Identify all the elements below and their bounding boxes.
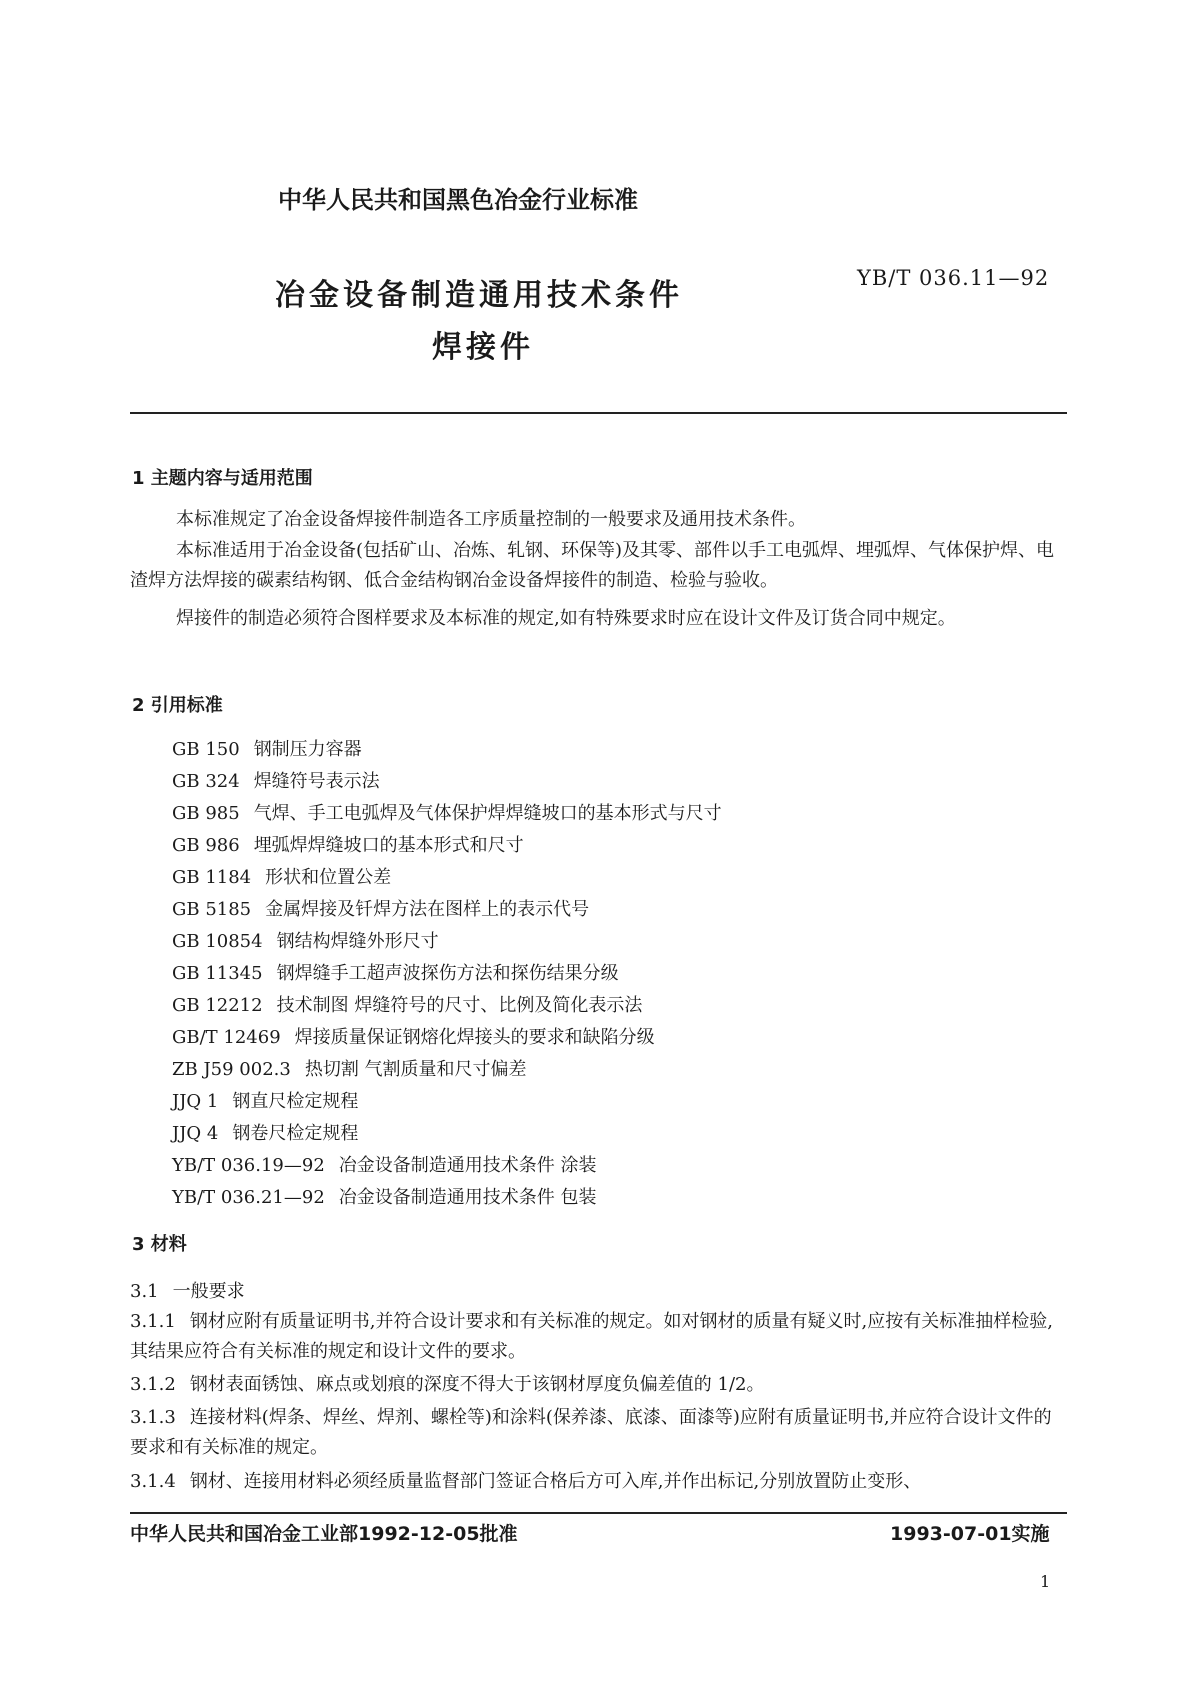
reference-item bbox=[172, 894, 722, 926]
reference-code: GB 986 bbox=[172, 835, 240, 856]
document-subtitle: 焊接件 bbox=[432, 330, 534, 365]
reference-code: YB/T 036.19—92 bbox=[172, 1155, 325, 1176]
approval-line: 中华人民共和国冶金工业部1992-12-05批准 bbox=[130, 1523, 518, 1545]
clause-number: 3.1 bbox=[130, 1281, 159, 1302]
effective-date: 1993-07-01实施 bbox=[890, 1523, 1050, 1545]
clause-text: 一般要求 bbox=[172, 1281, 245, 1302]
reference-title: 形状和位置公差 bbox=[265, 867, 392, 888]
reference-item bbox=[172, 1054, 722, 1086]
reference-title: 钢制压力容器 bbox=[253, 739, 362, 760]
reference-code: GB 12212 bbox=[172, 995, 263, 1016]
reference-code: GB 985 bbox=[172, 803, 240, 824]
reference-code: JJQ 1 bbox=[172, 1091, 219, 1112]
reference-title: 热切割 气割质量和尺寸偏差 bbox=[304, 1059, 527, 1080]
reference-item bbox=[172, 798, 722, 830]
clause-text: 连接材料(焊条、焊丝、焊剂、螺栓等)和涂料(保养漆、底漆、面漆等)应附有质量证明书,并应符合设计文件的要求和有关标准的规定。 bbox=[130, 1407, 1052, 1458]
clause-text: 钢材表面锈蚀、麻点或划痕的深度不得大于该钢材厚度负偏差值的 1/2。 bbox=[189, 1374, 765, 1395]
reference-code: YB/T 036.21—92 bbox=[172, 1187, 325, 1208]
document-title: 冶金设备制造通用技术条件 bbox=[275, 278, 683, 313]
reference-item bbox=[172, 1150, 722, 1182]
clause-number: 3.1.2 bbox=[130, 1374, 176, 1395]
section-1-paragraph: 本标准适用于冶金设备(包括矿山、冶炼、轧钢、环保等)及其零、部件以手工电弧焊、埋弧焊、气体保护焊、电渣焊方法焊接的碳素结构钢、低合金结构钢冶金设备焊接件的制造、检验与验收。 bbox=[130, 540, 1055, 591]
reference-code: GB 324 bbox=[172, 771, 240, 792]
section-2-heading: 2 引用标准 bbox=[132, 695, 223, 716]
reference-title: 钢直尺检定规程 bbox=[232, 1091, 359, 1112]
reference-item bbox=[172, 958, 722, 990]
reference-code: GB 1184 bbox=[172, 867, 252, 888]
standard-code: YB/T 036.11—92 bbox=[857, 266, 1050, 290]
reference-item bbox=[172, 990, 722, 1022]
reference-item bbox=[172, 1182, 722, 1214]
reference-item bbox=[172, 1118, 722, 1150]
clause-text: 钢材应附有质量证明书,并符合设计要求和有关标准的规定。如对钢材的质量有疑义时,应按有关标准抽样检验,其结果应符合有关标准的规定和设计文件的要求。 bbox=[130, 1311, 1053, 1362]
reference-code: GB 10854 bbox=[172, 931, 263, 952]
clause bbox=[130, 1307, 1068, 1367]
reference-item bbox=[172, 862, 722, 894]
reference-item bbox=[172, 1022, 722, 1054]
reference-code: GB/T 12469 bbox=[172, 1027, 281, 1048]
clause bbox=[130, 1277, 245, 1307]
reference-item bbox=[172, 766, 722, 798]
reference-title: 焊缝符号表示法 bbox=[253, 771, 380, 792]
reference-item bbox=[172, 830, 722, 862]
reference-title: 冶金设备制造通用技术条件 包装 bbox=[338, 1187, 597, 1208]
reference-title: 钢焊缝手工超声波探伤方法和探伤结果分级 bbox=[276, 963, 619, 984]
reference-item bbox=[172, 1086, 722, 1118]
clause-number: 3.1.1 bbox=[130, 1311, 176, 1332]
clause-number: 3.1.4 bbox=[130, 1471, 176, 1492]
clause bbox=[130, 1370, 765, 1400]
clause bbox=[130, 1467, 1068, 1497]
reference-code: ZB J59 002.3 bbox=[172, 1059, 291, 1080]
page-number: 1 bbox=[1040, 1572, 1051, 1591]
section-1-paragraph: 焊接件的制造必须符合图样要求及本标准的规定,如有特殊要求时应在设计文件及订货合同中规定。 bbox=[176, 608, 956, 629]
issuing-organization: 中华人民共和国黑色冶金行业标准 bbox=[278, 186, 638, 214]
reference-code: JJQ 4 bbox=[172, 1123, 219, 1144]
section-3-heading: 3 材料 bbox=[132, 1234, 187, 1255]
reference-list bbox=[172, 734, 722, 1214]
reference-code: GB 11345 bbox=[172, 963, 263, 984]
reference-title: 金属焊接及钎焊方法在图样上的表示代号 bbox=[265, 899, 590, 920]
reference-title: 钢结构焊缝外形尺寸 bbox=[276, 931, 439, 952]
reference-title: 技术制图 焊缝符号的尺寸、比例及简化表示法 bbox=[276, 995, 643, 1016]
reference-title: 钢卷尺检定规程 bbox=[232, 1123, 359, 1144]
reference-title: 气焊、手工电弧焊及气体保护焊焊缝坡口的基本形式与尺寸 bbox=[253, 803, 722, 824]
reference-item bbox=[172, 926, 722, 958]
reference-title: 焊接质量保证钢熔化焊接头的要求和缺陷分级 bbox=[294, 1027, 655, 1048]
footer-divider bbox=[130, 1512, 1067, 1514]
reference-title: 埋弧焊焊缝坡口的基本形式和尺寸 bbox=[253, 835, 524, 856]
clause bbox=[130, 1403, 1068, 1463]
section-1-paragraph: 本标准规定了冶金设备焊接件制造各工序质量控制的一般要求及通用技术条件。 bbox=[176, 509, 806, 530]
reference-code: GB 5185 bbox=[172, 899, 252, 920]
clause-text: 钢材、连接用材料必须经质量监督部门签证合格后方可入库,并作出标记,分别放置防止变形、 bbox=[189, 1471, 922, 1492]
reference-title: 冶金设备制造通用技术条件 涂装 bbox=[338, 1155, 597, 1176]
reference-item bbox=[172, 734, 722, 766]
clause-number: 3.1.3 bbox=[130, 1407, 176, 1428]
section-1-heading: 1 主题内容与适用范围 bbox=[132, 468, 313, 489]
header-divider bbox=[130, 412, 1067, 414]
reference-code: GB 150 bbox=[172, 739, 240, 760]
